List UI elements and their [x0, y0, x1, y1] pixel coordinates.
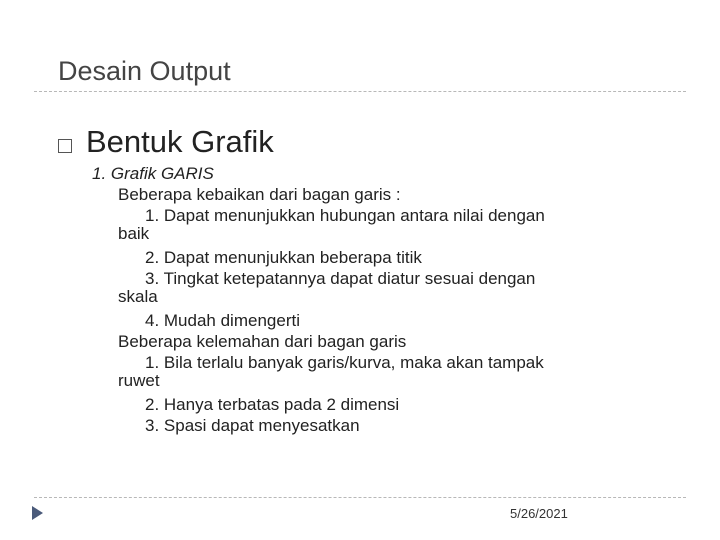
subheading: 1. Grafik GARIS [92, 164, 214, 183]
nav-arrow-icon[interactable] [32, 506, 43, 520]
advantage-item: 1. Dapat menunjukkan hubungan antara nilai dengan [145, 206, 545, 225]
disadvantage-item: 2. Hanya terbatas pada 2 dimensi [145, 395, 400, 414]
checkbox-bullet-icon [58, 139, 72, 153]
disadvantage-item: 3. Spasi dapat menyesatkan [145, 416, 360, 435]
section-heading: Bentuk Grafik [86, 124, 274, 159]
advantage-item: 2. Dapat menunjukkan beberapa titik [145, 248, 422, 267]
advantage-item: 4. Mudah dimengerti [145, 311, 300, 330]
footer-divider [34, 497, 686, 498]
title-divider [34, 91, 686, 92]
slide-body [92, 163, 692, 436]
disadvantages-title: Beberapa kelemahan dari bagan garis [118, 332, 407, 351]
slide-title: Desain Output [58, 56, 231, 86]
advantage-item: 3. Tingkat ketepatannya dapat diatur sesuai dengan [145, 269, 536, 288]
advantages-title: Beberapa kebaikan dari bagan garis : [118, 185, 401, 204]
disadvantage-item: 1. Bila terlalu banyak garis/kurva, maka akan tampak [145, 353, 544, 372]
advantage-item-continuation: baik [118, 224, 150, 243]
slide-date: 5/26/2021 [510, 506, 568, 521]
advantage-item-continuation: skala [118, 287, 158, 306]
disadvantage-item-continuation: ruwet [118, 371, 160, 390]
